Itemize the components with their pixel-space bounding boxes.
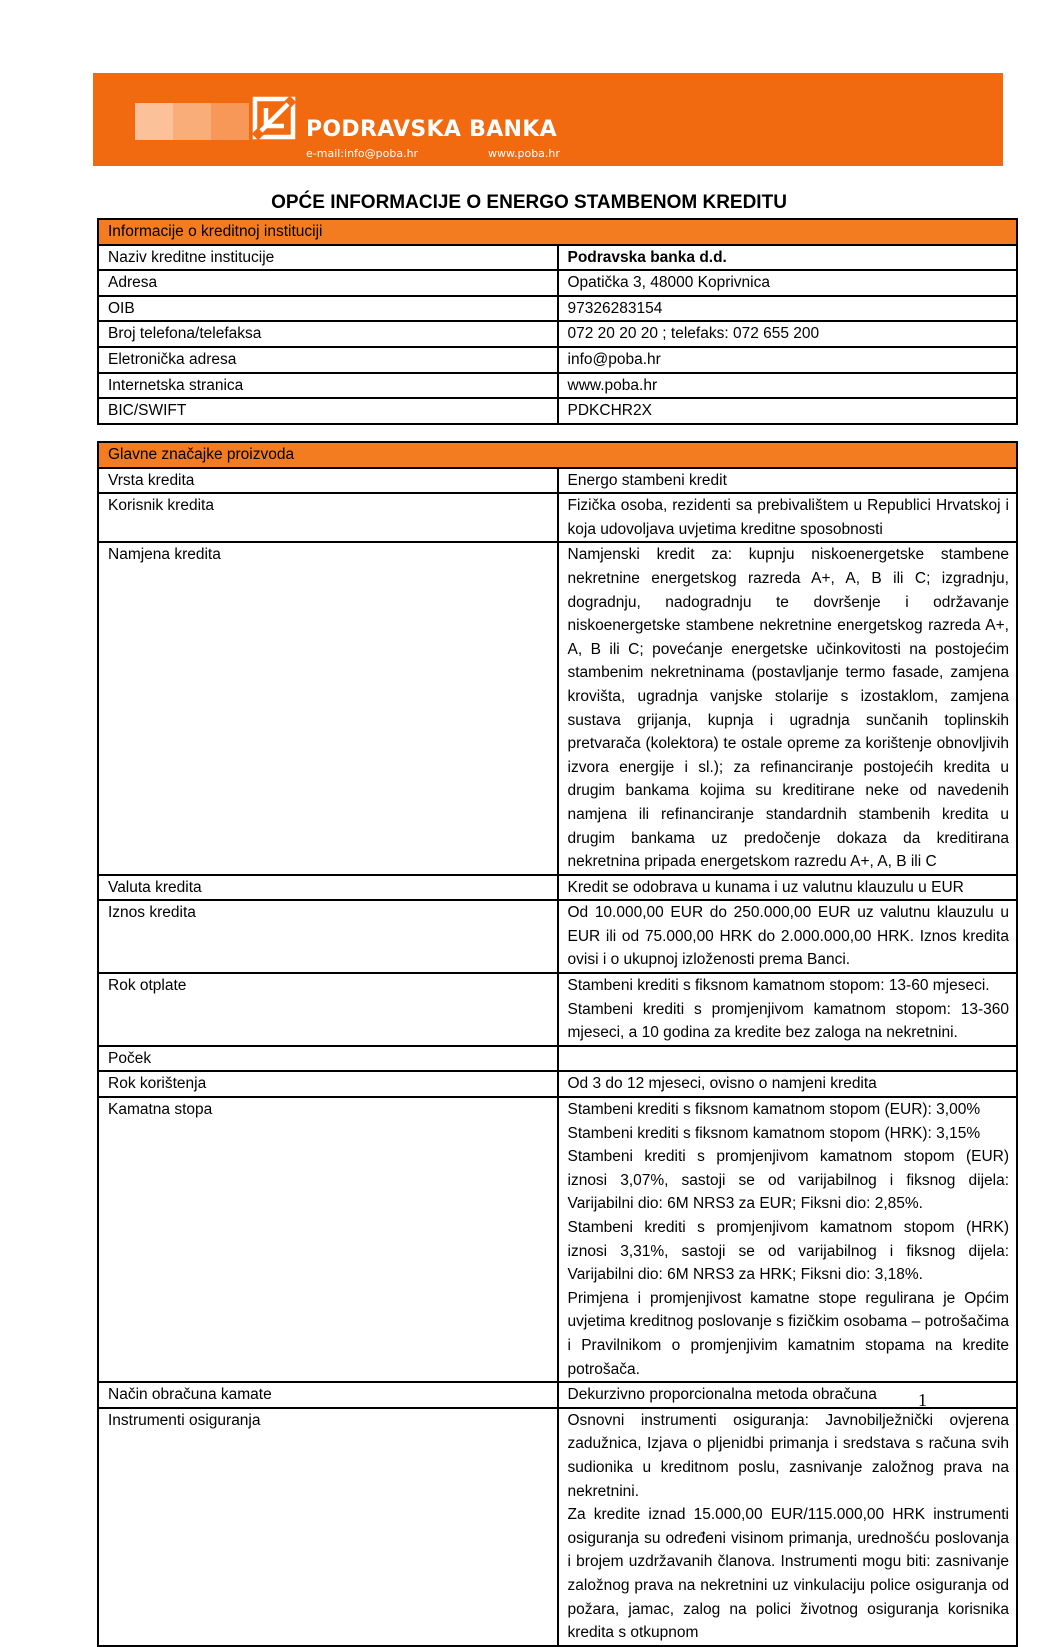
value-paragraph: Osnovni instrumenti osiguranja: Javnobilježnički ovjerena zadužnica, Izjava o pljenidbi primanja i sredstava s računa svih sudionika u kreditnom poslu, zasnivanje založnog prava na nekretnini. [567, 1411, 1009, 1500]
value-paragraph: Fizička osoba, rezidenti sa prebivalištem u Republici Hrvatskoj i koja udovoljava uvjetima kreditne sposobnosti [567, 497, 1009, 538]
value-paragraph: Stambeni krediti s promjenjivom kamatnom stopom (HRK) iznosi 3,31%, sastoji se od varijabilnog i fiksnog dijela: Varijabilni dio: 6M NRS3 za HRK; Fiksni dio: 3,18%. [567, 1219, 1009, 1284]
value-paragraph: Stambeni krediti s promjenjivom kamatnom stopom: 13-360 mjeseci, a 10 godina za kredite bez zaloga na nekretnini. [567, 1000, 1009, 1042]
table-row [98, 1046, 1017, 1072]
row-value [558, 468, 1018, 494]
row-label: Adresa [98, 270, 558, 296]
table-row [98, 245, 1017, 271]
header-website[interactable]: www.poba.hr [488, 147, 560, 160]
value-paragraph: Energo stambeni kredit [567, 471, 727, 489]
table-heading: Informacije o kreditnoj instituciji [98, 219, 1017, 245]
value-paragraph: Za kredite iznad 15.000,00 EUR/115.000,00 HRK instrumenti osiguranja su određeni visinom primanja, urednošću poslovanja i brojem uzdržavanih članova. Instrumenti mogu biti: zasnivanje založnog prava na nekretnini uz vinkulaciju police osiguranja od požara, jamac, zalog na polici životnog osiguranja korisnika kredita s otkupnom [567, 1506, 1009, 1642]
row-value[interactable]: www.poba.hr [558, 373, 1018, 399]
row-label: Korisnik kredita [98, 493, 558, 542]
value-paragraph: Od 3 do 12 mjeseci, ovisno o namjeni kredita [567, 1075, 877, 1093]
row-label: Način obračuna kamate [98, 1382, 558, 1408]
row-value [558, 493, 1018, 542]
row-label: Rok korištenja [98, 1071, 558, 1097]
row-label: BIC/SWIFT [98, 398, 558, 424]
value-paragraph [568, 1047, 1010, 1071]
value-paragraph: Stambeni krediti s fiksnom kamatnom stopom: 13-60 mjeseci. [567, 977, 990, 995]
row-value: Podravska banka d.d. [558, 245, 1018, 271]
banner-square-2 [173, 103, 211, 140]
table-row [98, 900, 1017, 973]
row-value: PDKCHR2X [558, 398, 1018, 424]
row-value: 97326283154 [558, 296, 1018, 322]
row-value [558, 1046, 1018, 1072]
table-heading-row [98, 219, 1017, 245]
table-row [98, 398, 1017, 424]
banner-square-1 [135, 103, 173, 140]
value-paragraph: Stambeni krediti s fiksnom kamatnom stopom (HRK): 3,15% [567, 1124, 981, 1142]
row-label: Eletronička adresa [98, 347, 558, 373]
brand-name: PODRAVSKA BANKA [306, 117, 557, 142]
row-value [558, 1071, 1018, 1097]
table-heading-row [98, 442, 1017, 468]
row-value [558, 900, 1018, 973]
table-heading: Glavne značajke proizvoda [98, 442, 1017, 468]
row-label: Poček [98, 1046, 558, 1072]
table-row [98, 1408, 1017, 1646]
value-paragraph: Kredit se odobrava u kunama i uz valutnu klauzulu u EUR [567, 878, 964, 896]
row-label: OIB [98, 296, 558, 322]
banner-square-3 [211, 103, 249, 140]
value-paragraph: Primjena i promjenjivost kamatne stope regulirana je Općim uvjetima kreditnog poslovanje s fizičkim osobama – potrošačima i Pravilnikom o promjenjivim kamatnim stopama na kredite potrošača. [567, 1289, 1009, 1378]
row-value [558, 1408, 1018, 1646]
row-label: Valuta kredita [98, 875, 558, 901]
row-label: Broj telefona/telefaksa [98, 321, 558, 347]
table-row [98, 1097, 1017, 1382]
table-row [98, 468, 1017, 494]
table-row [98, 1071, 1017, 1097]
table-row [98, 296, 1017, 322]
table-row [98, 270, 1017, 296]
table-row [98, 1382, 1017, 1408]
row-value [558, 1382, 1018, 1408]
table-row [98, 321, 1017, 347]
podravska-banka-logo-icon [252, 96, 296, 140]
product-features-table [97, 441, 1018, 1647]
table-row [98, 347, 1017, 373]
document-title: OPĆE INFORMACIJE O ENERGO STAMBENOM KREDITU [271, 192, 787, 213]
value-paragraph: Stambeni krediti s fiksnom kamatnom stopom (EUR): 3,00% [567, 1101, 981, 1119]
table-row [98, 493, 1017, 542]
row-label: Instrumenti osiguranja [98, 1408, 558, 1646]
row-value: Opatička 3, 48000 Koprivnica [558, 270, 1018, 296]
row-label: Internetska stranica [98, 373, 558, 399]
row-value: 072 20 20 20 ; telefaks: 072 655 200 [558, 321, 1018, 347]
row-value [558, 1097, 1018, 1382]
row-value [558, 542, 1018, 874]
row-label: Iznos kredita [98, 900, 558, 973]
row-value[interactable]: info@poba.hr [558, 347, 1018, 373]
header-email[interactable]: e-mail:info@poba.hr [306, 147, 419, 160]
row-label: Naziv kreditne institucije [98, 245, 558, 271]
table-row [98, 373, 1017, 399]
row-value [558, 875, 1018, 901]
table-row [98, 875, 1017, 901]
table-row [98, 542, 1017, 874]
value-paragraph: Od 10.000,00 EUR do 250.000,00 EUR uz valutnu klauzulu u EUR ili od 75.000,00 HRK do 2.000.000,00 HRK. Iznos kredita ovisi i o ukupnoj izloženosti prema Banci. [567, 904, 1009, 969]
row-label: Rok otplate [98, 973, 558, 1046]
table-row [98, 973, 1017, 1046]
value-paragraph: Stambeni krediti s promjenjivom kamatnom stopom (EUR) iznosi 3,07%, sastoji se od varijabilnog i fiksnog dijela: Varijabilni dio: 6M NRS3 za EUR; Fiksni dio: 2,85%. [567, 1148, 1009, 1213]
institution-info-table [97, 218, 1018, 425]
row-label: Namjena kredita [98, 542, 558, 874]
value-paragraph: Namjenski kredit za: kupnju niskoenergetske stambene nekretnine energetskog razreda A+, A, B ili C; izgradnju, dogradnju, nadogradnju te dovršenje i održavanje niskoenergetske stambene nekretnine energetskog razreda A+, A, B ili C; povećanje energetske učinkovitosti na postojećim stambenim nekretninama (postavljanje termo fasade, zamjena krovišta, ugradnja vanjske stolarije s izostaklom, zamjena sustava grijanja, kupnja i ugradnja sunčanih toplinskih pretvarača (kolektora) te ostale opreme za korištenje obnovljivih izvora energije i sl.); za refinanciranje postojećih kredita u drugim bankama kojima su kreditirane neke od navedenih namjena ili refinanciranje standardnih stambenih kredita u drugim bankama uz predočenje dokaza da kreditirana nekretnina pripada energetskom razredu A+, A, B ili C [567, 546, 1009, 871]
page-number: 1 [918, 1390, 927, 1410]
row-label: Kamatna stopa [98, 1097, 558, 1382]
row-label: Vrsta kredita [98, 468, 558, 494]
value-paragraph: Dekurzivno proporcionalna metoda obračuna [567, 1386, 877, 1404]
row-value [558, 973, 1018, 1046]
